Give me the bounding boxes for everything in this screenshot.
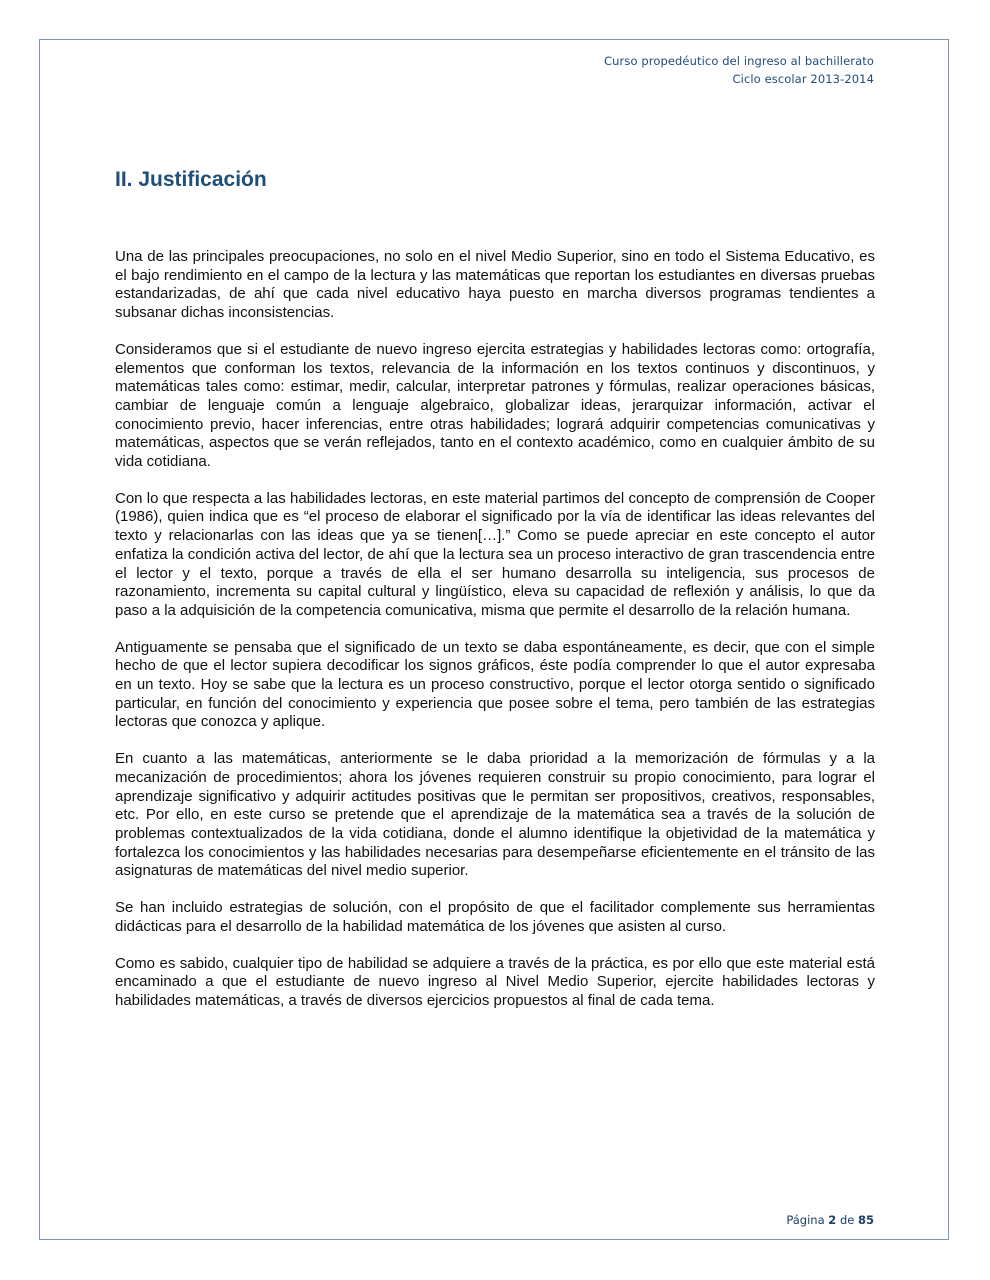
section-body (115, 248, 875, 1029)
current-page-number: 2 (828, 1213, 837, 1227)
header-course-title: Curso propedéutico del ingreso al bachillerato (604, 54, 874, 68)
header-school-year: Ciclo escolar 2013-2014 (732, 72, 874, 86)
paragraph: Como es sabido, cualquier tipo de habilidad se adquiere a través de la práctica, es por ello que este material está encaminado a que el estudiante de nuevo ingreso al Nivel Medio Superior, ejercite habilidades lectoras y habilidades matemáticas, a través de diversos ejercicios propuestos al final de cada tema. (115, 954, 875, 1009)
page-footer (786, 1213, 874, 1227)
paragraph: Con lo que respecta a las habilidades lectoras, en este material partimos del concepto de comprensión de Cooper (1986), quien indica que es “el proceso de elaborar el significado por la vía de identificar las ideas relevantes del texto y relacionarlas con las ideas que ya se tienen[…].” Como se puede apreciar en este concepto el autor enfatiza la condición activa del lector, de ahí que la lectura sea un proceso interactivo de gran trascendencia entre el lector y el texto, porque a través de ella el ser humano desarrolla su inteligencia, sus procesos de razonamiento, incrementa su capital cultural y lingüístico, eleva su capacidad de reflexión y análisis, lo que da paso a la adquisición de la competencia comunicativa, misma que permite el desarrollo de la relación humana. (115, 489, 875, 619)
section-title: II. Justificación (115, 168, 267, 191)
page-label: Página (786, 1213, 825, 1227)
paragraph: En cuanto a las matemáticas, anteriormente se le daba prioridad a la memorización de fórmulas y a la mecanización de procedimientos; ahora los jóvenes requieren construir su propio conocimiento, para lograr el aprendizaje significativo y adquirir actitudes positivas que le permitan ser propositivos, creativos, responsables, etc. Por ello, en este curso se pretende que el aprendizaje de la matemática sea a través de la solución de problemas contextualizados de la vida cotidiana, donde el alumno identifique la objetividad de la matemática y fortalezca los conocimientos y las habilidades necesarias para desempeñarse eficientemente en el tránsito de las asignaturas de matemáticas del nivel medio superior. (115, 750, 875, 880)
page-header (604, 52, 874, 88)
paragraph: Antiguamente se pensaba que el significado de un texto se daba espontáneamente, es decir, que con el simple hecho de que el lector supiera decodificar los signos gráficos, éste podía comprender lo que el autor expresaba en un texto. Hoy se sabe que la lectura es un proceso constructivo, porque el lector otorga sentido o significado particular, en función del conocimiento y experiencia que posee sobre el tema, pero también de las estrategias lectoras que conozca y aplique. (115, 638, 875, 731)
paragraph: Consideramos que si el estudiante de nuevo ingreso ejercita estrategias y habilidades lectoras como: ortografía, elementos que conforman los textos, relevancia de la información en los textos continuos y discontinuos, y matemáticas tales como: estimar, medir, calcular, interpretar patrones y fórmulas, realizar operaciones básicas, cambiar de lenguaje común a lenguaje algebraico, globalizar ideas, jerarquizar información, activar el conocimiento previo, hacer inferencias, entre otras habilidades; logrará adquirir competencias comunicativas y matemáticas, aspectos que se verán reflejados, tanto en el contexto académico, como en cualquier ámbito de su vida cotidiana. (115, 340, 875, 471)
paragraph: Una de las principales preocupaciones, no solo en el nivel Medio Superior, sino en todo el Sistema Educativo, es el bajo rendimiento en el campo de la lectura y las matemáticas que reportan los estudiantes en diversas pruebas estandarizadas, de ahí que cada nivel educativo haya puesto en marcha diversos programas tendientes a subsanar dichas inconsistencias. (115, 248, 875, 322)
total-pages-number: 85 (857, 1213, 874, 1227)
paragraph: Se han incluido estrategias de solución, con el propósito de que el facilitador complemente sus herramientas didácticas para el desarrollo de la habilidad matemática de los jóvenes que asisten al curso. (115, 899, 875, 935)
page-of-label: de (839, 1213, 855, 1227)
